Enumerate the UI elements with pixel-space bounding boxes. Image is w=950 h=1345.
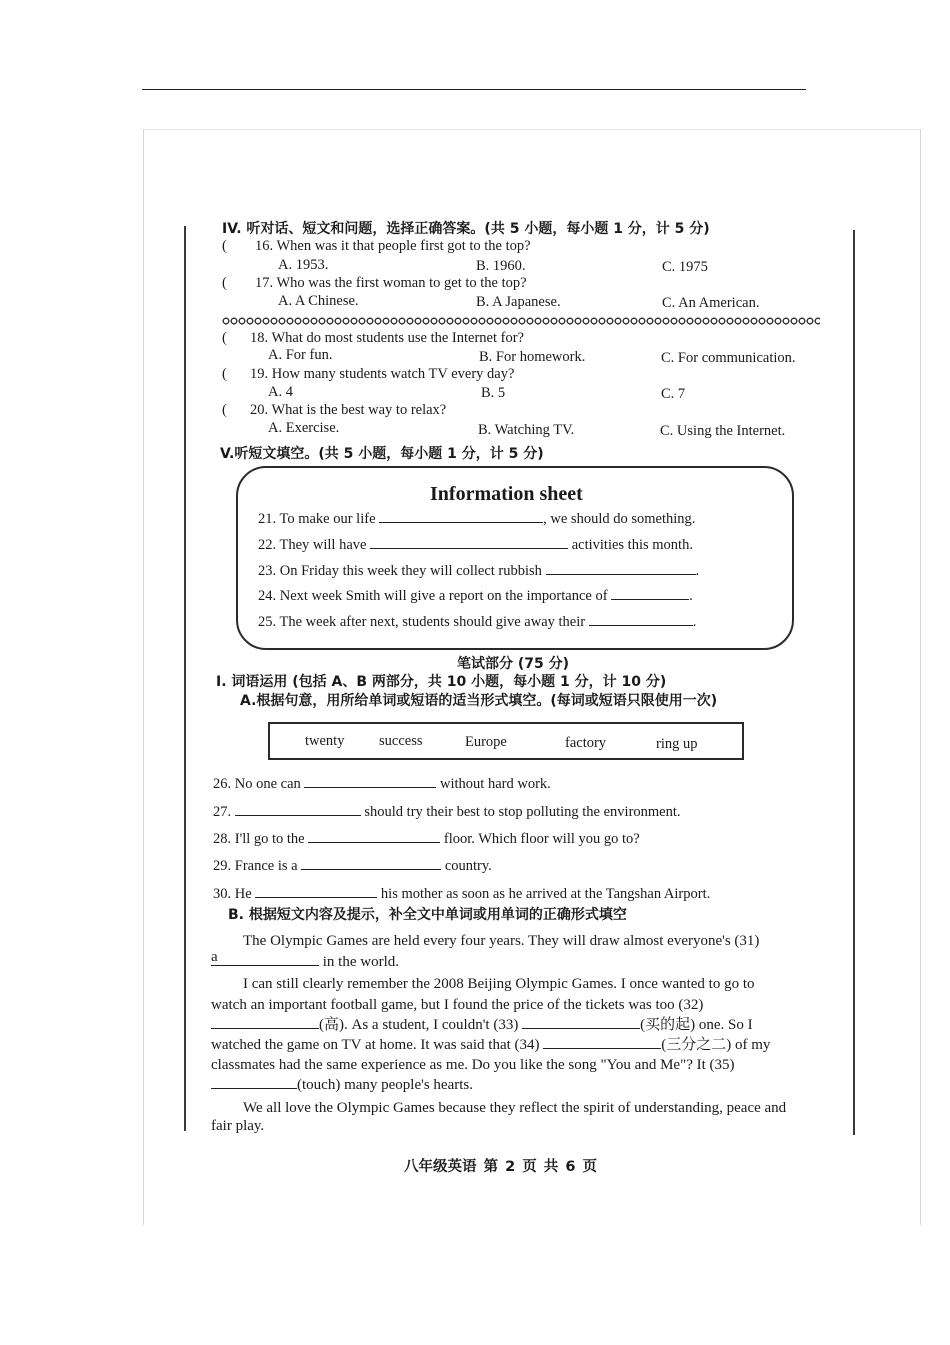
passage-line bbox=[211, 1036, 770, 1054]
item-text-before: 22. They will have bbox=[258, 537, 367, 553]
option-b: B. 5 bbox=[481, 385, 506, 401]
part1-heading: I. 词语运用 (包括 A、B 两部分，共 10 小题，每小题 1 分，计 10 分) bbox=[216, 674, 667, 690]
answer-blank[interactable] bbox=[370, 536, 568, 549]
hint-letter: a bbox=[211, 949, 218, 965]
sentence-before: 29. France is a bbox=[213, 858, 298, 874]
word-bank-item: factory bbox=[565, 735, 607, 751]
item-text-after: activities this month. bbox=[571, 537, 693, 553]
passage-line: The Olympic Games are held every four years. They will draw almost everyone's (31) bbox=[243, 933, 760, 949]
answer-blank[interactable] bbox=[301, 857, 441, 870]
section4-heading: IV. 听对话、短文和问题，选择正确答案。(共 5 小题，每小题 1 分，计 5 分) bbox=[222, 221, 710, 237]
question-stem: 19. How many students watch TV every day? bbox=[250, 366, 515, 382]
option-b: B. For homework. bbox=[479, 349, 586, 365]
item-text-before: 21. To make our life bbox=[258, 511, 376, 527]
fill-item-23 bbox=[258, 562, 699, 580]
question-stem: 17. Who was the first woman to get to the top? bbox=[255, 275, 527, 291]
answer-blank[interactable] bbox=[308, 830, 440, 843]
sentence-after: without hard work. bbox=[440, 776, 551, 792]
passage-line: watch an important football game, but I found the price of the tickets was too (32) bbox=[211, 997, 704, 1013]
information-sheet-title: Information sheet bbox=[430, 483, 583, 505]
option-b: B. Watching TV. bbox=[478, 422, 575, 438]
sentence-after: his mother as soon as he arrived at the Tangshan Airport. bbox=[380, 886, 711, 902]
passage-text: (买的起) one. So I bbox=[640, 1017, 753, 1033]
partA-heading: A.根据句意，用所给单词或短语的适当形式填空。(每词或短语只限使用一次) bbox=[240, 693, 718, 709]
question-stem: 16. When was it that people first got to the top? bbox=[255, 238, 531, 254]
item-text-after: , we should do something. bbox=[543, 511, 696, 527]
sentence-after: should try their best to stop polluting the environment. bbox=[364, 804, 681, 820]
passage-text: (高). As a student, I couldn't (33) bbox=[319, 1017, 519, 1033]
passage-text: (三分之二) of my bbox=[661, 1037, 771, 1053]
answer-blank[interactable] bbox=[546, 562, 696, 575]
option-c: C. 7 bbox=[661, 386, 686, 402]
option-b: B. 1960. bbox=[476, 258, 526, 274]
option-a: A. Exercise. bbox=[268, 420, 340, 436]
word-bank-item: ring up bbox=[656, 736, 698, 752]
item-text-after: . bbox=[689, 588, 693, 604]
sentence-27 bbox=[213, 803, 681, 821]
answer-paren-open: ( bbox=[222, 330, 227, 346]
sentence-before: 28. I'll go to the bbox=[213, 831, 305, 847]
page-footer: 八年级英语 第 2 页 共 6 页 bbox=[404, 1159, 597, 1175]
option-c: C. 1975 bbox=[662, 259, 708, 275]
written-part-heading: 笔试部分 (75 分) bbox=[457, 656, 570, 672]
question-stem: 18. What do most students use the Internet for? bbox=[250, 330, 524, 346]
sentence-28 bbox=[213, 830, 640, 848]
section5-heading: V.听短文填空。(共 5 小题，每小题 1 分，计 5 分) bbox=[220, 446, 544, 462]
left-margin-line bbox=[184, 226, 186, 1131]
partB-heading: B. 根据短文内容及提示，补全文中单词或用单词的正确形式填空 bbox=[228, 907, 627, 923]
sentence-after: floor. Which floor will you go to? bbox=[443, 831, 640, 847]
right-margin-line bbox=[853, 230, 855, 1135]
word-bank-item: Europe bbox=[465, 734, 507, 750]
passage-line: classmates had the same experience as me. Do you like the song "You and Me"? It (35) bbox=[211, 1057, 735, 1073]
word-bank-item: twenty bbox=[305, 733, 345, 749]
passage-line bbox=[211, 949, 399, 971]
word-bank-item: success bbox=[379, 733, 423, 749]
option-a: A. 4 bbox=[268, 384, 293, 400]
answer-blank-32[interactable] bbox=[211, 1016, 319, 1029]
item-text-before: 23. On Friday this week they will collect rubbish bbox=[258, 563, 542, 579]
answer-blank-33[interactable] bbox=[522, 1016, 640, 1029]
option-a: A. A Chinese. bbox=[278, 293, 359, 309]
passage-line: fair play. bbox=[211, 1118, 265, 1134]
fill-item-25 bbox=[258, 613, 696, 631]
answer-paren-open: ( bbox=[222, 402, 227, 418]
option-c: C. For communication. bbox=[661, 350, 796, 366]
passage-line: I can still clearly remember the 2008 Beijing Olympic Games. I once wanted to go to bbox=[243, 976, 755, 992]
item-text-before: 24. Next week Smith will give a report on the importance of bbox=[258, 588, 608, 604]
option-a: A. For fun. bbox=[268, 347, 333, 363]
sentence-26 bbox=[213, 775, 551, 793]
passage-line bbox=[211, 1016, 753, 1034]
passage-text: in the world. bbox=[322, 954, 399, 970]
option-c: C. An American. bbox=[662, 295, 760, 311]
passage-text: watched the game on TV at home. It was said that (34) bbox=[211, 1037, 540, 1053]
option-c: C. Using the Internet. bbox=[660, 423, 786, 439]
fill-item-22 bbox=[258, 536, 693, 554]
answer-blank[interactable] bbox=[235, 803, 361, 816]
sentence-29 bbox=[213, 857, 492, 875]
answer-blank[interactable] bbox=[589, 613, 693, 626]
option-a: A. 1953. bbox=[278, 257, 329, 273]
option-b: B. A Japanese. bbox=[476, 294, 561, 310]
answer-blank[interactable] bbox=[379, 510, 543, 523]
passage-text: (touch) many people's hearts. bbox=[297, 1077, 473, 1093]
answer-paren-open: ( bbox=[222, 275, 227, 291]
answer-blank-31[interactable] bbox=[211, 949, 319, 966]
sentence-before: 30. He bbox=[213, 886, 252, 902]
answer-blank[interactable] bbox=[255, 885, 377, 898]
passage-line bbox=[211, 1076, 473, 1094]
item-text-before: 25. The week after next, students should give away their bbox=[258, 614, 586, 630]
item-text-after: . bbox=[695, 563, 700, 579]
sentence-before: 26. No one can bbox=[213, 776, 301, 792]
answer-paren-open: ( bbox=[222, 238, 227, 254]
wavy-divider bbox=[222, 317, 820, 325]
item-text-after: . bbox=[692, 614, 697, 630]
answer-paren-open: ( bbox=[222, 366, 227, 382]
question-stem: 20. What is the best way to relax? bbox=[250, 402, 447, 418]
answer-blank-35[interactable] bbox=[211, 1076, 297, 1089]
fill-item-21 bbox=[258, 510, 695, 528]
passage-line: We all love the Olympic Games because they reflect the spirit of understanding, peace and bbox=[243, 1100, 787, 1116]
top-rule bbox=[142, 89, 806, 90]
fill-item-24 bbox=[258, 587, 693, 605]
sentence-before: 27. bbox=[213, 804, 232, 820]
answer-blank-34[interactable] bbox=[543, 1036, 661, 1049]
sentence-after: country. bbox=[444, 858, 492, 874]
answer-blank[interactable] bbox=[611, 587, 689, 600]
answer-blank[interactable] bbox=[304, 775, 436, 788]
sentence-30 bbox=[213, 885, 710, 903]
